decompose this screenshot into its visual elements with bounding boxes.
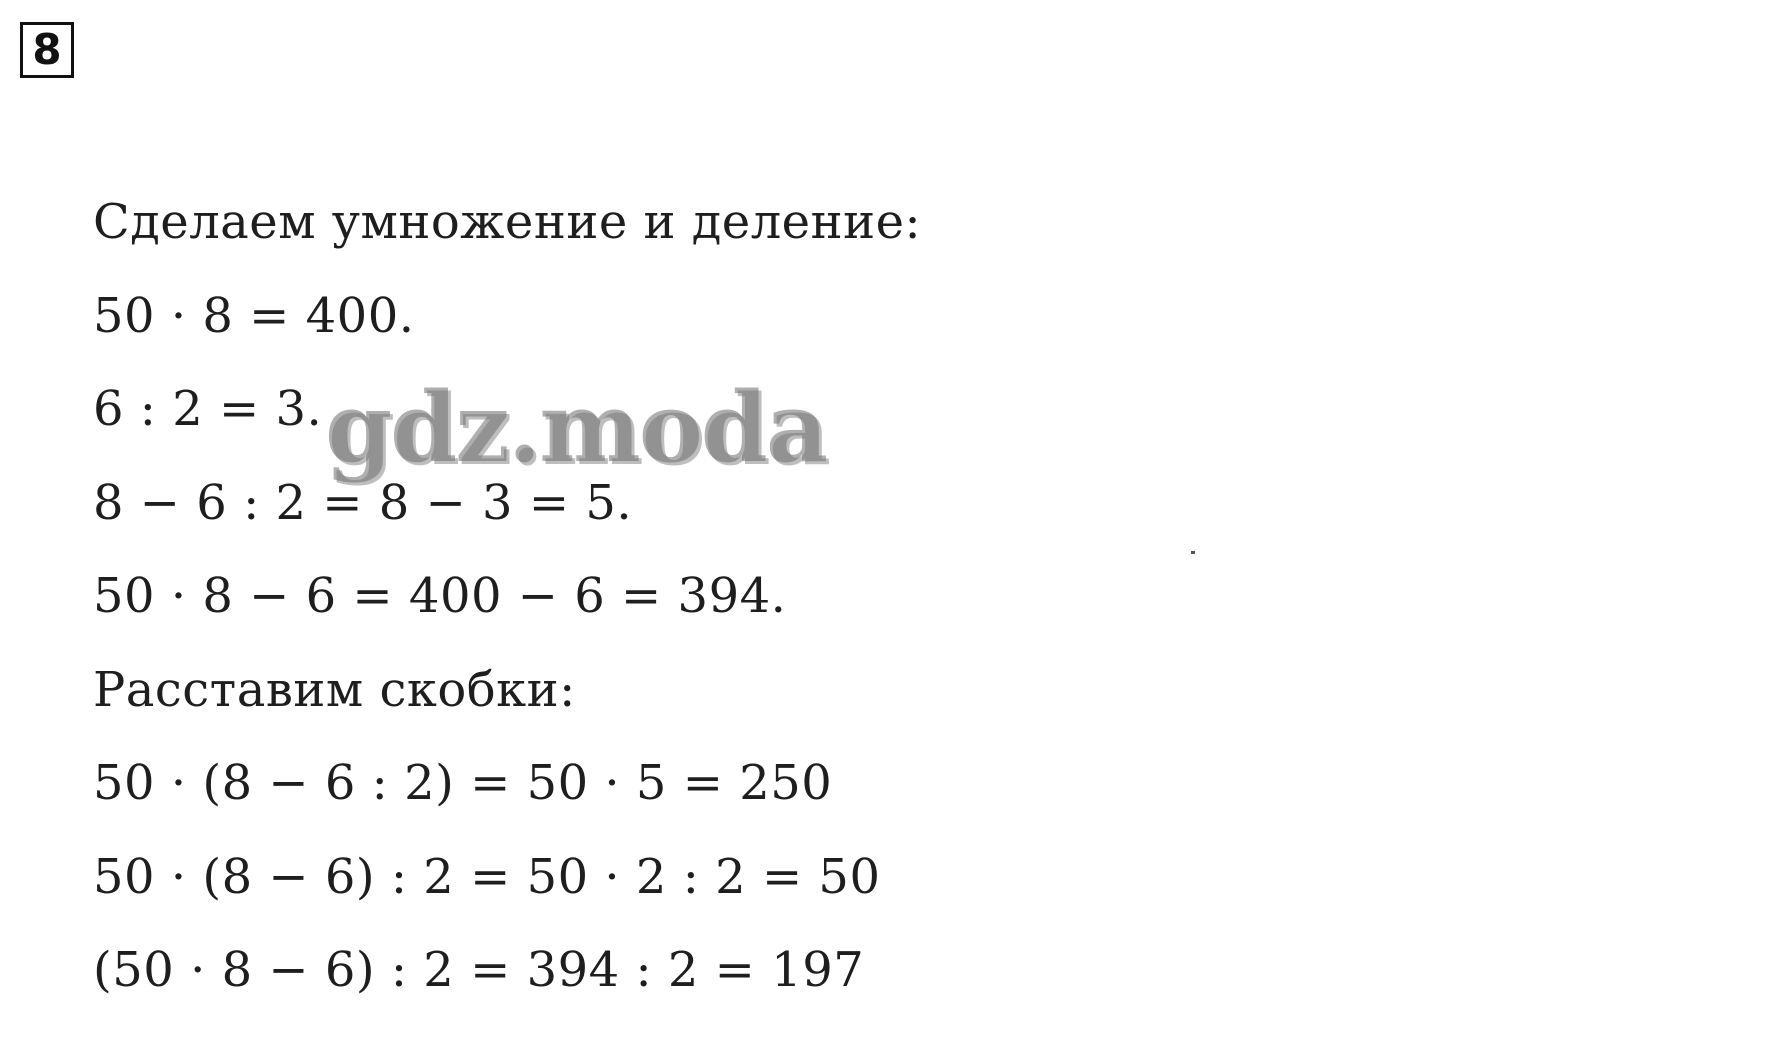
solution-line-equation-5: 50 · (8 − 6 : 2) = 50 · 5 = 250 bbox=[93, 755, 833, 811]
solution-line-heading-2: Расставим скобки: bbox=[93, 661, 576, 718]
task-number: 8 bbox=[32, 25, 62, 74]
scan-speck bbox=[1191, 551, 1195, 554]
task-number-box bbox=[20, 22, 74, 78]
solution-text bbox=[93, 194, 922, 1040]
solution-line-equation-3: 8 − 6 : 2 = 8 − 3 = 5. bbox=[93, 474, 633, 531]
solution-line-equation-4: 50 · 8 − 6 = 400 − 6 = 394. bbox=[93, 568, 787, 624]
solution-line-equation-2: 6 : 2 = 3. bbox=[93, 381, 323, 437]
solution-line-equation-6: 50 · (8 − 6) : 2 = 50 · 2 : 2 = 50 bbox=[93, 848, 881, 905]
watermark: gdz.moda bbox=[325, 371, 827, 484]
solution-line-equation-7: (50 · 8 − 6) : 2 = 394 : 2 = 197 bbox=[93, 942, 865, 998]
solution-line-heading-1: Сделаем умножение и деление: bbox=[93, 194, 922, 250]
solution-line-equation-1: 50 · 8 = 400. bbox=[93, 287, 415, 344]
